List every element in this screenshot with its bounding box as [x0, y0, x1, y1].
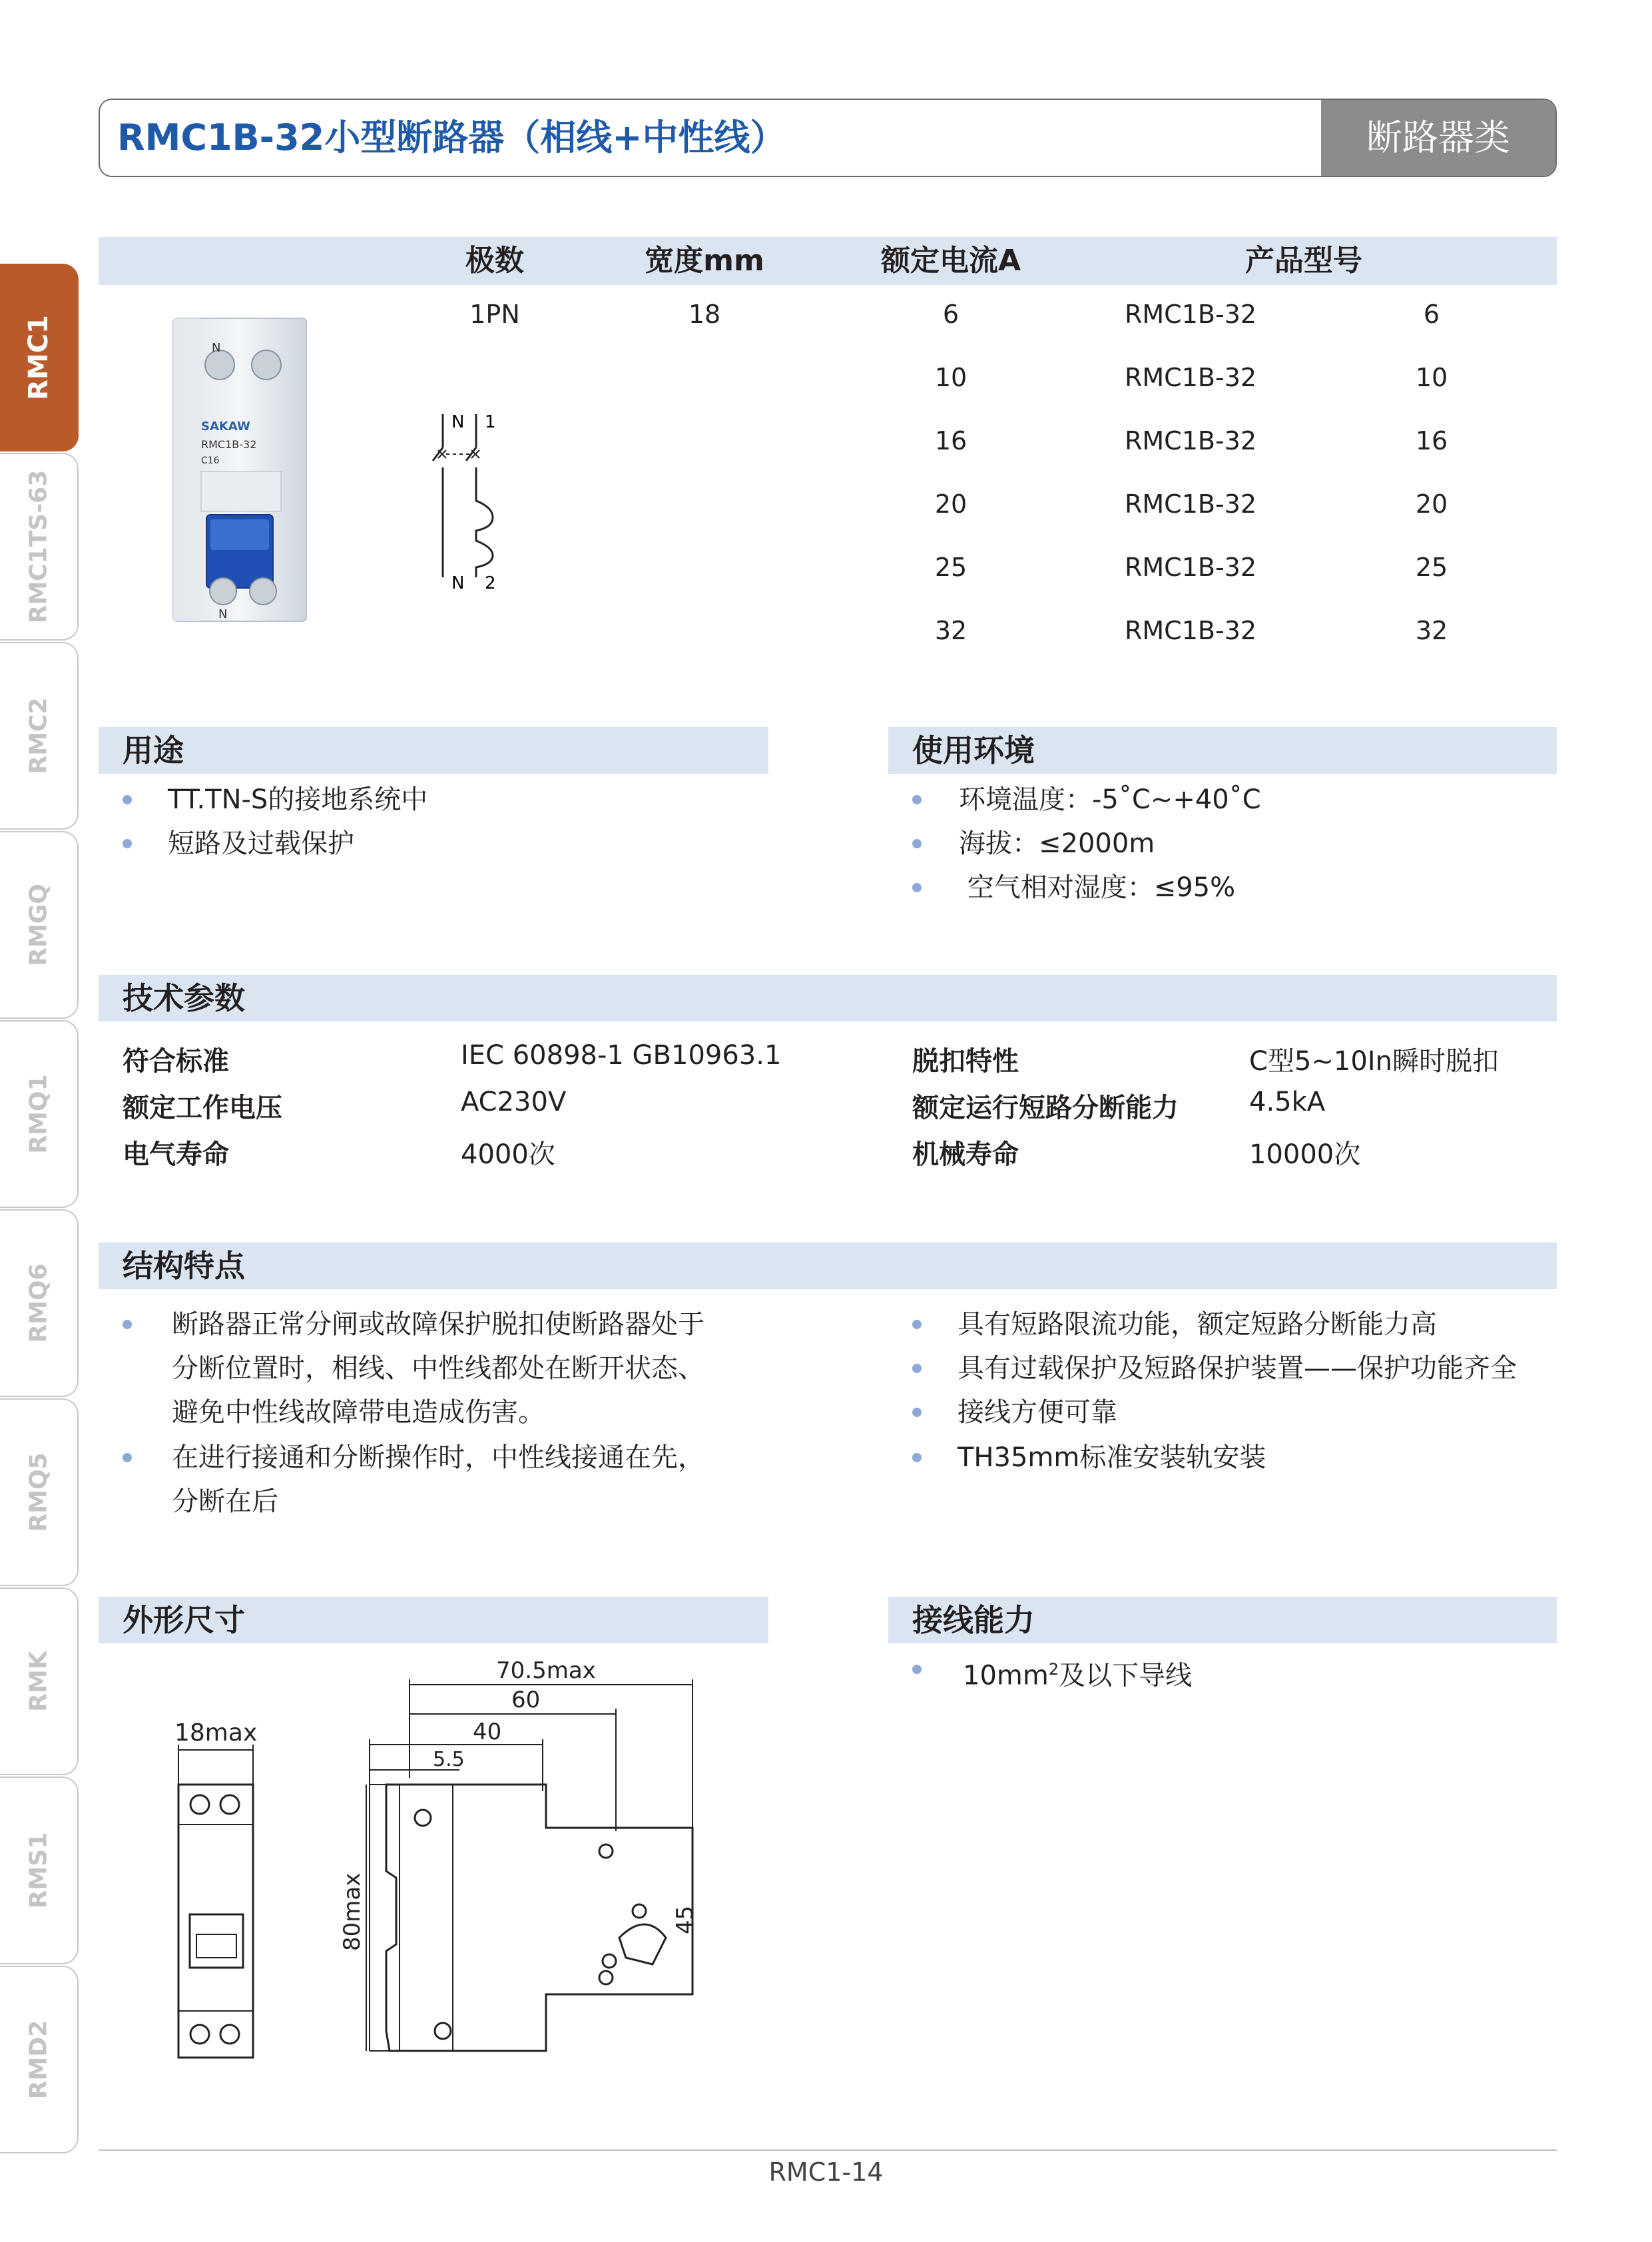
- side-tab-rmc1[interactable]: RMC1: [0, 264, 79, 451]
- svg-text:70.5max: 70.5max: [496, 1658, 596, 1684]
- bullet: [123, 839, 132, 848]
- page-title: RMC1B-32小型断路器（相线+中性线）: [117, 117, 786, 158]
- current-value: 6: [942, 300, 960, 329]
- bullet: [912, 1320, 922, 1329]
- model-suffix: 6: [1423, 300, 1440, 329]
- current-value: 25: [934, 553, 967, 582]
- param-label: 脱扣特性: [912, 1046, 1019, 1077]
- svg-text:80max: 80max: [339, 1872, 366, 1951]
- bullet: [912, 1665, 922, 1674]
- bullet: [123, 1453, 132, 1462]
- structure-item: 接线方便可靠: [958, 1397, 1117, 1428]
- bullet: [912, 839, 922, 848]
- model-value: RMC1B-32: [1124, 553, 1257, 582]
- model-suffix: 25: [1415, 553, 1448, 582]
- category-label: 断路器类: [1321, 100, 1555, 176]
- svg-text:60: 60: [511, 1687, 541, 1713]
- svg-text:5.5: 5.5: [433, 1748, 465, 1771]
- tech-title: 技术参数: [123, 980, 245, 1016]
- param-value: C型5~10In瞬时脱扣: [1249, 1046, 1499, 1077]
- bullet: [123, 795, 132, 804]
- environment-item: 海拔：≤2000m: [959, 828, 1155, 859]
- current-value: 20: [934, 489, 967, 519]
- svg-text:N: N: [218, 607, 228, 621]
- param-label: 额定运行短路分断能力: [912, 1093, 1179, 1123]
- bullet: [123, 1320, 132, 1329]
- usage-item: TT.TN-S的接地系统中: [168, 784, 428, 815]
- circuit-symbol: [419, 408, 513, 594]
- svg-text:1: 1: [485, 412, 496, 432]
- usage-header: [99, 727, 768, 774]
- model-value: RMC1B-32: [1124, 300, 1257, 329]
- param-value: IEC 60898-1 GB10963.1: [461, 1040, 782, 1071]
- side-tab-rmq1[interactable]: RMQ1: [0, 1020, 79, 1208]
- param-label: 额定工作电压: [123, 1093, 282, 1123]
- svg-text:N: N: [451, 573, 465, 593]
- structure-item: TH35mm标准安装轨安装: [958, 1442, 1266, 1473]
- environment-title: 使用环境: [912, 732, 1035, 768]
- svg-text:2: 2: [485, 573, 496, 593]
- wiring-header: [888, 1597, 1557, 1643]
- svg-text:45: 45: [672, 1905, 698, 1934]
- structure-header: [99, 1243, 1557, 1289]
- product-table-header: [99, 237, 1557, 285]
- structure-item: 具有短路限流功能，额定短路分断能力高: [958, 1309, 1437, 1340]
- model-suffix: 32: [1415, 616, 1448, 645]
- model-suffix: 20: [1415, 489, 1448, 519]
- poles-value: 1PN: [469, 300, 520, 329]
- front-view-drawing: [166, 1718, 273, 2064]
- structure-line: 分断在后: [172, 1486, 278, 1517]
- param-value: 4.5kA: [1249, 1087, 1326, 1117]
- bullet: [912, 883, 922, 892]
- model-value: RMC1B-32: [1124, 489, 1257, 519]
- col-poles: 极数: [465, 244, 524, 278]
- svg-text:N: N: [451, 412, 465, 432]
- page-header: [99, 99, 1557, 177]
- side-tab-rmgq[interactable]: RMGQ: [0, 831, 79, 1019]
- model-value: RMC1B-32: [1124, 426, 1257, 455]
- dimensions-header: [99, 1597, 768, 1643]
- structure-line: 在进行接通和分断操作时，中性线接通在先，: [172, 1442, 704, 1473]
- model-suffix: 10: [1415, 363, 1448, 392]
- model-suffix: 16: [1415, 426, 1448, 455]
- structure-title: 结构特点: [123, 1248, 245, 1284]
- svg-text:SAKAW: SAKAW: [201, 420, 250, 433]
- svg-text:18max: 18max: [174, 1719, 258, 1747]
- side-tab-rmc2[interactable]: RMC2: [0, 642, 79, 830]
- param-label: 机械寿命: [912, 1139, 1019, 1170]
- dimensions-title: 外形尺寸: [123, 1602, 245, 1638]
- side-tab-rmq6[interactable]: RMQ6: [0, 1209, 79, 1397]
- bullet: [912, 1364, 922, 1373]
- param-label: 符合标准: [123, 1046, 229, 1077]
- environment-item: 空气相对湿度：≤95%: [959, 872, 1236, 903]
- bullet: [912, 795, 922, 804]
- bullet: [912, 1408, 922, 1417]
- bullet: [912, 1453, 922, 1462]
- svg-text:C16: C16: [201, 455, 220, 466]
- svg-text:RMC1B-32: RMC1B-32: [201, 438, 257, 451]
- svg-text:40: 40: [473, 1719, 502, 1745]
- side-tab-rms1[interactable]: RMS1: [0, 1777, 79, 1964]
- model-value: RMC1B-32: [1124, 616, 1257, 645]
- param-label: 电气寿命: [123, 1139, 229, 1170]
- col-current: 额定电流A: [880, 244, 1021, 278]
- structure-line: 断路器正常分闸或故障保护脱扣使断路器处于: [172, 1309, 704, 1340]
- col-width: 宽度mm: [645, 244, 764, 278]
- param-value: 4000次: [461, 1139, 555, 1170]
- structure-item: 具有过载保护及短路保护装置——保护功能齐全: [958, 1353, 1517, 1384]
- param-value: 10000次: [1249, 1139, 1361, 1170]
- usage-title: 用途: [123, 732, 184, 768]
- current-value: 32: [934, 616, 967, 645]
- page-number: RMC1-14: [768, 2157, 884, 2187]
- side-tab-rmc1ts63[interactable]: RMC1TS-63: [0, 453, 79, 641]
- current-value: 16: [934, 426, 967, 455]
- col-model: 产品型号: [1245, 244, 1362, 278]
- svg-text:N: N: [212, 341, 221, 355]
- wiring-item: $10mm^2$及以下导线: [963, 1660, 1193, 1691]
- usage-item: 短路及过载保护: [168, 828, 354, 859]
- tech-header: [99, 975, 1557, 1021]
- structure-line: 分断位置时，相线、中性线都处在断开状态、: [172, 1353, 704, 1384]
- structure-line: 避免中性线故障带电造成伤害。: [172, 1397, 545, 1428]
- side-tab-rmq5[interactable]: RMQ5: [0, 1398, 79, 1586]
- side-tab-rmk[interactable]: RMK: [0, 1587, 79, 1775]
- side-view-drawing: [333, 1658, 746, 2071]
- environment-header: [888, 727, 1557, 774]
- model-value: RMC1B-32: [1124, 363, 1257, 392]
- current-value: 10: [934, 363, 967, 392]
- param-value: AC230V: [461, 1087, 567, 1117]
- width-value: 18: [688, 300, 721, 329]
- wiring-title: 接线能力: [912, 1602, 1035, 1638]
- footer-divider: [99, 2149, 1557, 2151]
- environment-item: 环境温度：-5˚C~+40˚C: [959, 784, 1261, 815]
- side-tab-rmd2[interactable]: RMD2: [0, 1966, 79, 2153]
- breaker-photo: [160, 312, 326, 631]
